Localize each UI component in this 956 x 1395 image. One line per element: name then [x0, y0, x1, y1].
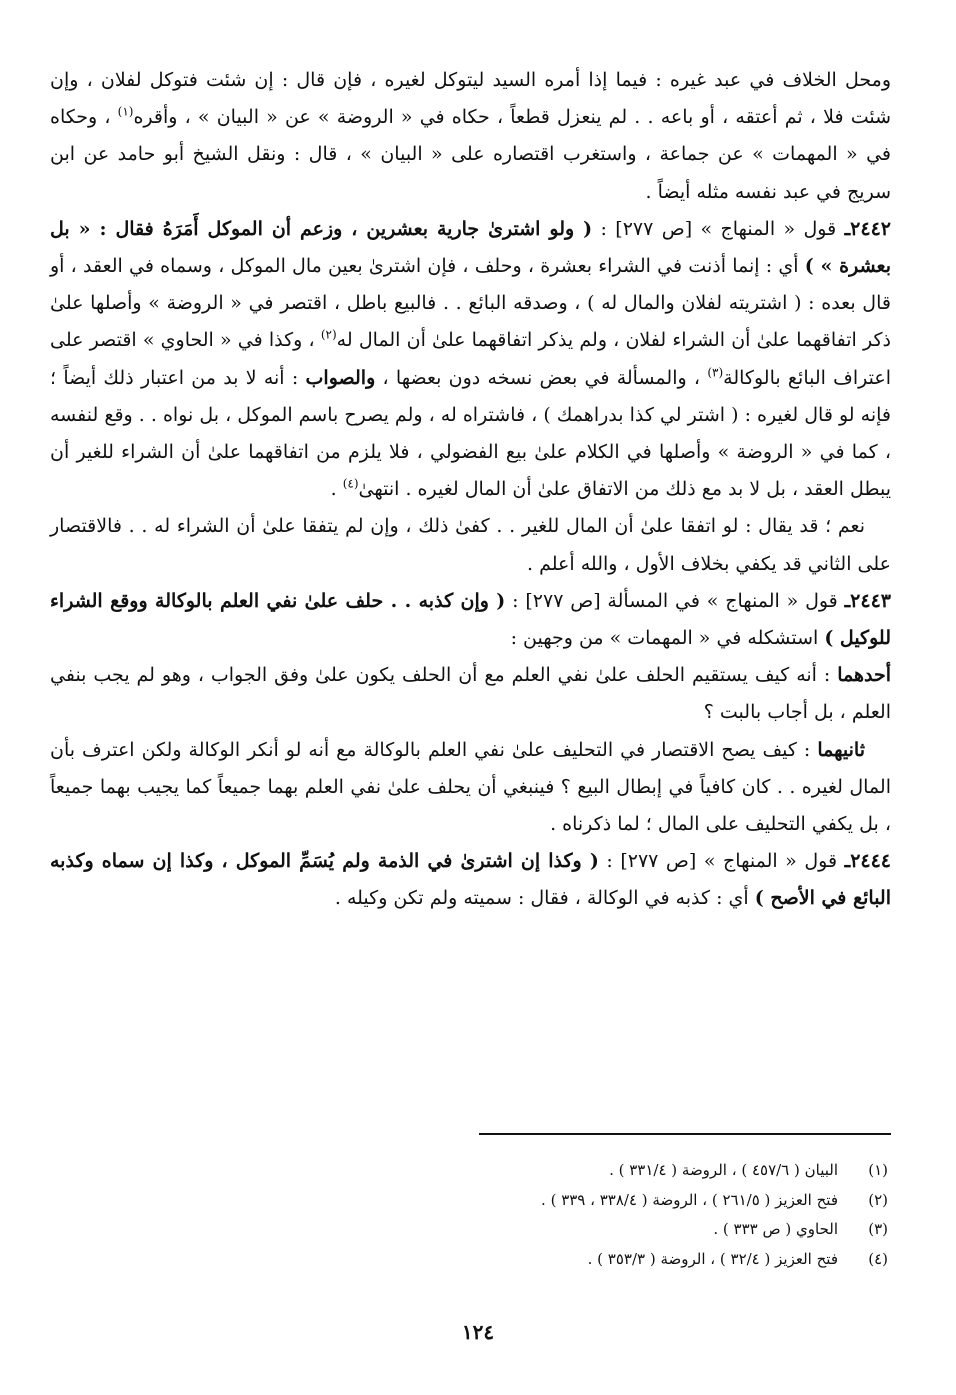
bold-text: والصواب: [305, 366, 376, 389]
bold-text: ( ولو اشترىٰ جارية بعشرين ، وزعم أن الموكل أَمَرَهُ فقال : « بل بعشرة » ): [50, 217, 892, 278]
footnote-text: فتح العزيز ( ٢٦١/٥ ) ، الروضة ( ٣٣٨/٤ ، ٣٣٩ ) .: [541, 1190, 838, 1209]
bold-text: ٢٤٤٢ـ: [844, 217, 891, 240]
footnote-ref: (٤): [342, 476, 359, 491]
text-run: : أنه كيف يستقيم الحلف علىٰ نفي العلم مع أن الحلف يكون علىٰ وفق الجواب ، وهو لم يجب بنفي العلم ، بل أجاب بالبت ؟: [50, 664, 891, 724]
footnote-ref: (٣): [707, 365, 724, 380]
paragraph: [50, 211, 891, 509]
footnote: [328, 1186, 888, 1216]
paragraph: [50, 657, 891, 731]
page-number: ١٢٤: [461, 1320, 495, 1344]
text-run: قول « المنهاج » في المسألة [ص ٢٧٧] :: [505, 589, 845, 612]
footnote-text: الحاوي ( ص ٣٣٣ ) .: [713, 1220, 838, 1239]
bold-text: ثانيهما: [817, 738, 865, 761]
footnote-number: (٤): [868, 1249, 888, 1268]
text-run: ، وحكاه في « المهمات » عن جماعة ، واستغرب اقتصاره على « البيان » ، قال : ونقل الشيخ أبو حامد عن ابن سريج في عبد نفسه مثله أيضاً .: [50, 106, 891, 203]
text-run: ، وكذا في « الحاوي » اقتصر على اعتراف البائع بالوكالة: [50, 329, 891, 389]
footnote-ref: (١): [117, 104, 134, 119]
footnote-text: فتح العزيز ( ٣٢/٤ ) ، الروضة ( ٣٥٣/٣ ) .: [587, 1249, 838, 1268]
bold-text: ٢٤٤٤ـ: [844, 850, 892, 873]
text-run: أي : كذبه في الوكالة ، فقال : سميته ولم تكن وكيله .: [334, 887, 755, 910]
paragraph: [50, 732, 891, 844]
text-run: قول « المنهاج » [ص ٢٧٧] :: [598, 850, 845, 873]
text-run: ، والمسألة في بعض نسخه دون بعضها ،: [375, 366, 708, 389]
footnote-number: (٣): [868, 1220, 888, 1239]
text-run: ومحل الخلاف في عبد غيره : فيما إذا أمره السيد ليتوكل لغيره ، فإن قال : إن شئت فتوكل لفلان ، وإن شئت فلا ، ثم أعتقه ، أو باعه . . لم ينعزل قطعاً ، حكاه في « الروضة » عن « البيان » ، وأقره: [50, 69, 892, 129]
paragraph: [50, 583, 891, 657]
main-text: [50, 62, 891, 918]
text-run: : أنه لا بد من اعتبار ذلك أيضاً ؛ فإنه لو قال لغيره : ( اشتر لي كذا بدراهمك ) ، فاشتراه له ، ولم يصرح باسم الموكل ، بل نواه . . وقع لنفسه ، كما في « الروضة » وأصلها في الكلام علىٰ بيع الفضولي ، فلا يلزم من اتفاقهما علىٰ أن الشراء للغير أن يبطل العقد ، بل لا بد مع ذلك من الاتفاق علىٰ أن المال لغيره . انتهىٰ: [50, 366, 891, 501]
footnote: [328, 1245, 888, 1275]
paragraph: [50, 62, 891, 211]
text-run: قول « المنهاج » [ص ٢٧٧] :: [592, 217, 845, 240]
footnote-text: البيان ( ٤٥٧/٦ ) ، الروضة ( ٣٣١/٤ ) .: [609, 1161, 838, 1179]
text-run: : كيف يصح الاقتصار في التحليف علىٰ نفي العلم بالوكالة مع أنه لو أنكر الوكالة ولكن اعترف بأن المال لغيره . . كان كافياً في إبطال البيع ؟ فينبغي أن يحلف علىٰ نفي العلم بهما جميعاً كما يجيب بهما جميعاً ، بل يكفي التحليف على المال ؛ لما ذكرناه .: [50, 738, 891, 836]
bold-text: ( وإن كذبه . . حلف علىٰ نفي العلم بالوكالة ووقع الشراء للوكيل ): [50, 589, 891, 650]
bold-text: ( وكذا إن اشترىٰ في الذمة ولم يُسَمِّ الموكل ، وكذا إن سماه وكذبه البائع في الأصح ): [50, 850, 891, 910]
paragraph: [50, 843, 891, 917]
footnotes: [328, 1156, 888, 1274]
text-run: أي : إنما أذنت في الشراء بعشرة ، وحلف ، فإن اشترىٰ بعين مال الموكل ، وسماه في العقد ، أو قال بعده : ( اشتريته لفلان والمال له ) ، وصدقه البائع . . فالبيع باطل ، اقتصر في « الروضة » وأصلها علىٰ ذكر اتفاقهما علىٰ أن الشراء لفلان ، ولم يذكر اتفاقهما علىٰ أن المال له: [50, 255, 891, 352]
bold-text: ٢٤٤٣ـ: [844, 589, 891, 612]
footnote-ref: (٢): [320, 328, 337, 343]
footnote-number: (٢): [868, 1190, 888, 1209]
text-run: .: [330, 478, 343, 501]
footnote: [328, 1215, 888, 1245]
bold-text: أحدهما: [837, 664, 891, 687]
footnote-number: (١): [868, 1161, 888, 1179]
footnote: [328, 1156, 888, 1186]
text-run: نعم ؛ قد يقال : لو اتفقا علىٰ أن المال للغير . . كفىٰ ذلك ، وإن لم يتفقا علىٰ أن الشراء له . . فالاقتصار على الثاني قد يكفي بخلاف الأول ، والله أعلم .: [50, 515, 891, 575]
footnote-separator: [479, 1133, 891, 1135]
paragraph: [50, 508, 891, 582]
text-run: استشكله في « المهمات » من وجهين :: [510, 627, 825, 650]
